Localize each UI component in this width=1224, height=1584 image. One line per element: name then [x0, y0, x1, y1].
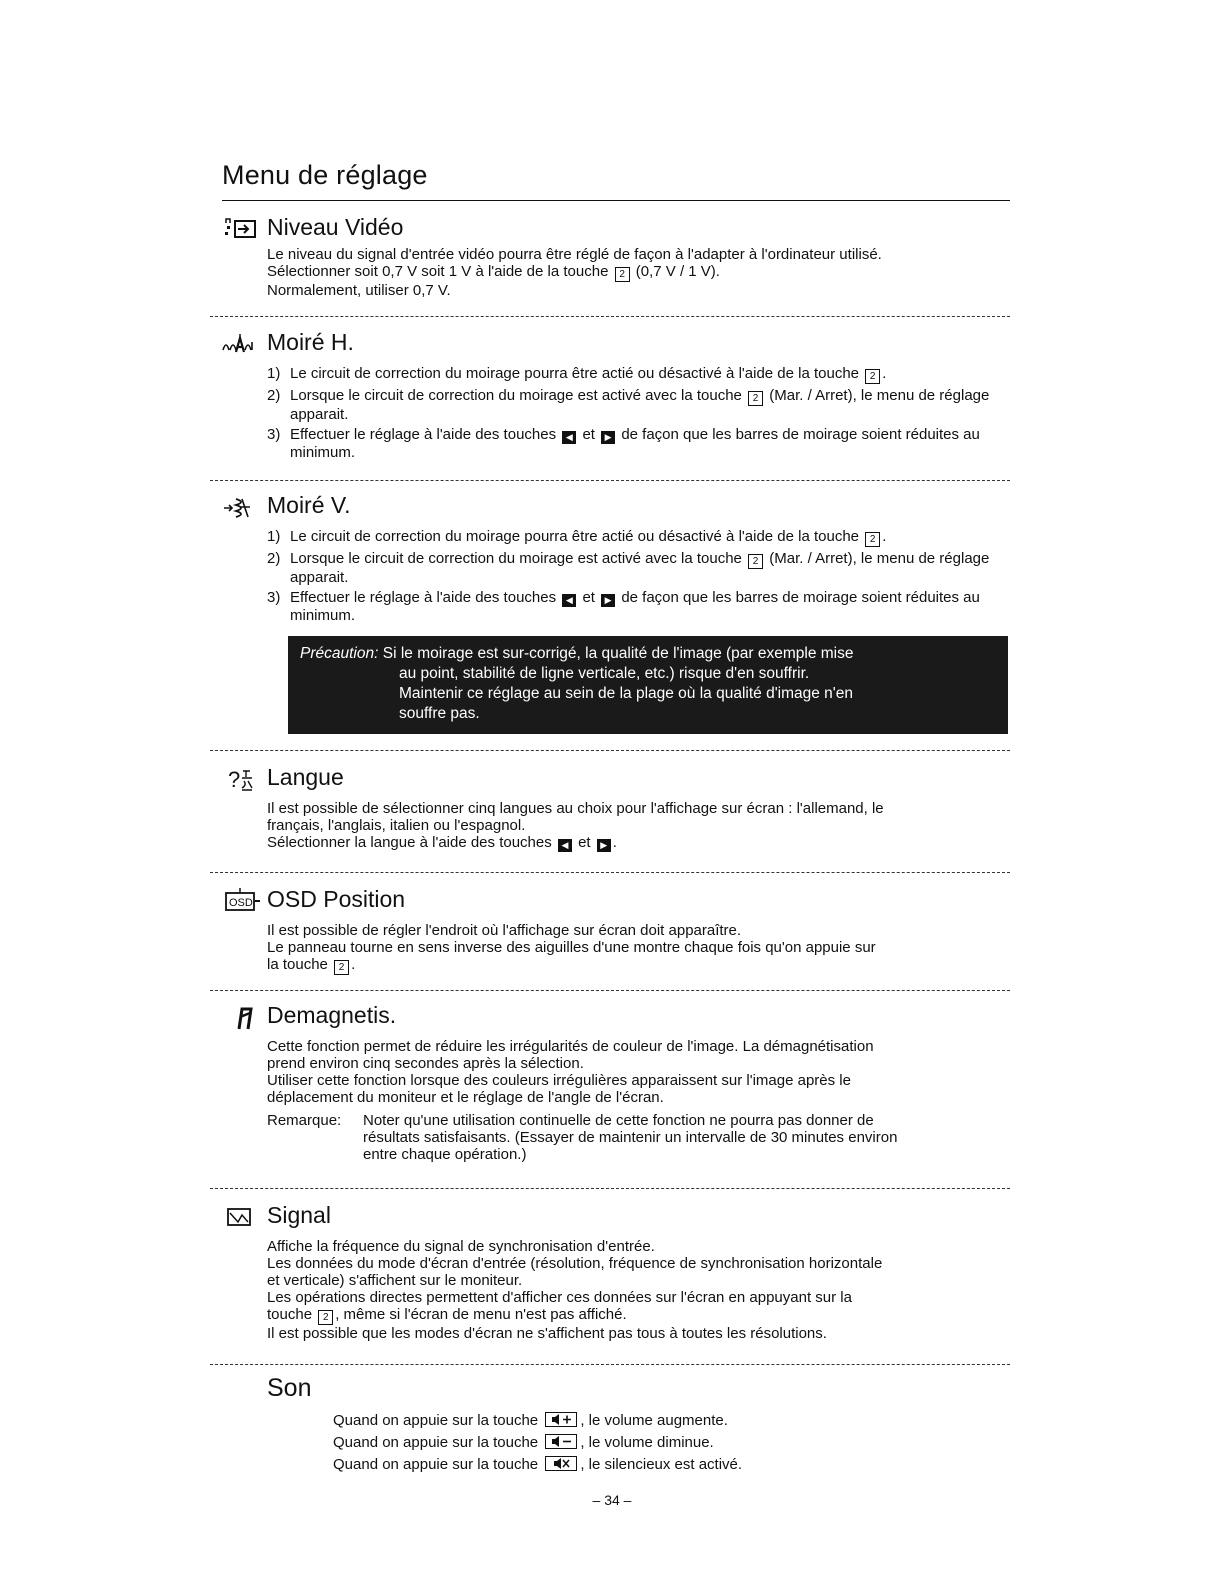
volume-down-key-icon — [545, 1434, 577, 1449]
section-body — [267, 365, 1012, 461]
body-line: la touche 2 . — [267, 956, 356, 973]
caution-box — [288, 636, 1008, 734]
body-line: Il est possible de sélectionner cinq langues au choix pour l'affichage sur écran : l'allemand, le — [267, 800, 884, 817]
section-body — [267, 922, 1012, 975]
caution-line: Si le moirage est sur-corrigé, la qualité de l'image (par exemple mise — [382, 645, 854, 662]
body-line: Utiliser cette fonction lorsque des couleurs irrégulières apparaissent sur l'image après le — [267, 1072, 851, 1089]
key-2-icon: 2 — [318, 1310, 333, 1325]
section-body — [267, 528, 1012, 624]
section-title-son: Son — [267, 1374, 312, 1402]
key-2-icon: 2 — [334, 960, 349, 975]
son-body — [333, 1410, 742, 1476]
body-line: prend environ cinq secondes après la sélection. — [267, 1055, 584, 1072]
remark-line: Noter qu'une utilisation continuelle de cette fonction ne pourra pas donner de — [363, 1112, 874, 1129]
body-line: touche 2 , même si l'écran de menu n'est pas affiché. — [267, 1306, 627, 1323]
list-item: 2) Lorsque le circuit de correction du moirage est activé avec la touche 2 (Mar. / Arret), le menu de réglage apparait. — [267, 550, 990, 586]
section-title: Demagnetis. — [267, 1002, 397, 1028]
caution-line: Maintenir ce réglage au sein de la plage où la qualité d'image n'en — [399, 685, 854, 702]
page-title: Menu de réglage — [222, 160, 428, 190]
son-line: Quand on appuie sur la touche , le silencieux est activé. — [333, 1456, 743, 1473]
section-divider — [210, 1188, 1010, 1189]
language-icon — [218, 765, 258, 793]
svg-text:?: ? — [228, 767, 241, 792]
list-item: 3) Effectuer le réglage à l'aide des touches ◀ et ▶ de façon que les barres de moirage soient réduites au minimum. — [267, 426, 980, 461]
section-title: OSD Position — [267, 886, 406, 912]
son-line: Quand on appuie sur la touche , le volume diminue. — [333, 1434, 714, 1451]
section-body — [267, 246, 1012, 299]
body-line: Affiche la fréquence du signal de synchronisation d'entrée. — [267, 1238, 655, 1255]
caution-line: souffre pas. — [399, 705, 480, 722]
body-line: Normalement, utiliser 0,7 V. — [267, 282, 451, 299]
section-moire-v — [210, 490, 1010, 627]
remark-line: résultats satisfaisants. (Essayer de maintenir un intervalle de 30 minutes environ — [363, 1129, 898, 1146]
left-arrow-key-icon: ◀ — [562, 594, 576, 607]
section-title: Langue — [267, 764, 344, 790]
section-divider — [210, 316, 1010, 317]
section-body — [267, 1238, 1012, 1342]
key-2-icon: 2 — [865, 532, 880, 547]
body-line: Sélectionner la langue à l'aide des touches ◀ et ▶ . — [267, 834, 617, 851]
key-2-icon: 2 — [615, 267, 630, 282]
key-2-icon: 2 — [748, 554, 763, 569]
section-title: Moiré V. — [267, 492, 351, 518]
volume-up-key-icon — [545, 1412, 577, 1427]
section-osd-position — [210, 884, 1010, 975]
section-body — [267, 800, 1012, 852]
section-divider — [210, 480, 1010, 481]
mute-key-icon — [545, 1456, 577, 1471]
section-divider — [210, 750, 1010, 751]
moire-horizontal-icon — [218, 330, 258, 358]
svg-text:OSD: OSD — [229, 897, 253, 909]
remark-line: entre chaque opération.) — [363, 1146, 527, 1163]
list-item: 2) Lorsque le circuit de correction du moirage est activé avec la touche 2 (Mar. / Arret), le menu de réglage apparait. — [267, 387, 990, 423]
demagnetize-icon — [218, 1003, 258, 1031]
body-line: Les données du mode d'écran d'entrée (résolution, fréquence de synchronisation horizontale — [267, 1255, 883, 1272]
section-title: Signal — [267, 1202, 331, 1228]
list-item: 3) Effectuer le réglage à l'aide des touches ◀ et ▶ de façon que les barres de moirage soient réduites au minimum. — [267, 589, 980, 624]
body-line: Cette fonction permet de réduire les irrégularités de couleur de l'image. La démagnétisation — [267, 1038, 874, 1055]
caution-label: Précaution: — [300, 645, 379, 662]
section-demagnetis — [210, 1000, 1010, 1163]
body-line: Il est possible de régler l'endroit où l'affichage sur écran doit apparaître. — [267, 922, 742, 939]
remark-label: Remarque: — [267, 1112, 342, 1129]
section-langue — [210, 762, 1010, 852]
body-line: Les opérations directes permettent d'afficher ces données sur l'écran en appuyant sur la — [267, 1289, 852, 1306]
section-title: Niveau Vidéo — [267, 214, 404, 240]
caution-line: au point, stabilité de ligne verticale, etc.) risque d'en souffrir. — [399, 665, 810, 682]
key-2-icon: 2 — [865, 369, 880, 384]
key-2-icon: 2 — [748, 391, 763, 406]
section-signal — [210, 1200, 1010, 1342]
right-arrow-key-icon: ▶ — [601, 594, 615, 607]
page-number: – 34 – — [592, 1492, 632, 1508]
section-title: Moiré H. — [267, 329, 354, 355]
body-line: déplacement du moniteur et le réglage de l'angle de l'écran. — [267, 1089, 664, 1106]
body-line: Le panneau tourne en sens inverse des aiguilles d'une montre chaque fois qu'on appuie sur — [267, 939, 876, 956]
section-moire-h — [210, 327, 1010, 464]
section-niveau-video — [210, 212, 1010, 299]
section-body — [267, 1038, 1012, 1163]
list-item: 1) Le circuit de correction du moirage pourra être actié ou désactivé à l'aide de la touche 2 . — [267, 528, 887, 545]
signal-icon — [218, 1203, 258, 1231]
section-divider — [210, 1364, 1010, 1365]
body-line: Sélectionner soit 0,7 V soit 1 V à l'aide de la touche 2 (0,7 V / 1 V). — [267, 263, 720, 280]
moire-vertical-icon — [218, 493, 258, 521]
body-line: français, l'anglais, italien ou l'espagnol. — [267, 817, 526, 834]
section-divider — [210, 990, 1010, 991]
right-arrow-key-icon: ▶ — [601, 431, 615, 444]
video-level-icon — [218, 215, 258, 243]
right-arrow-key-icon: ▶ — [597, 839, 611, 852]
left-arrow-key-icon: ◀ — [558, 839, 572, 852]
body-line: Il est possible que les modes d'écran ne s'affichent pas tous à toutes les résolutions. — [267, 1325, 827, 1342]
body-line: Le niveau du signal d'entrée vidéo pourra être réglé de façon à l'adapter à l'ordinateur utilisé. — [267, 246, 882, 263]
body-line: et verticale) s'affichent sur le moniteur. — [267, 1272, 523, 1289]
left-arrow-key-icon: ◀ — [562, 431, 576, 444]
title-rule — [222, 200, 1010, 201]
list-item: 1) Le circuit de correction du moirage pourra être actié ou désactivé à l'aide de la touche 2 . — [267, 365, 887, 382]
section-divider — [210, 872, 1010, 873]
remark — [267, 1112, 1012, 1163]
son-line: Quand on appuie sur la touche , le volume augmente. — [333, 1412, 728, 1429]
osd-position-icon — [218, 887, 258, 915]
